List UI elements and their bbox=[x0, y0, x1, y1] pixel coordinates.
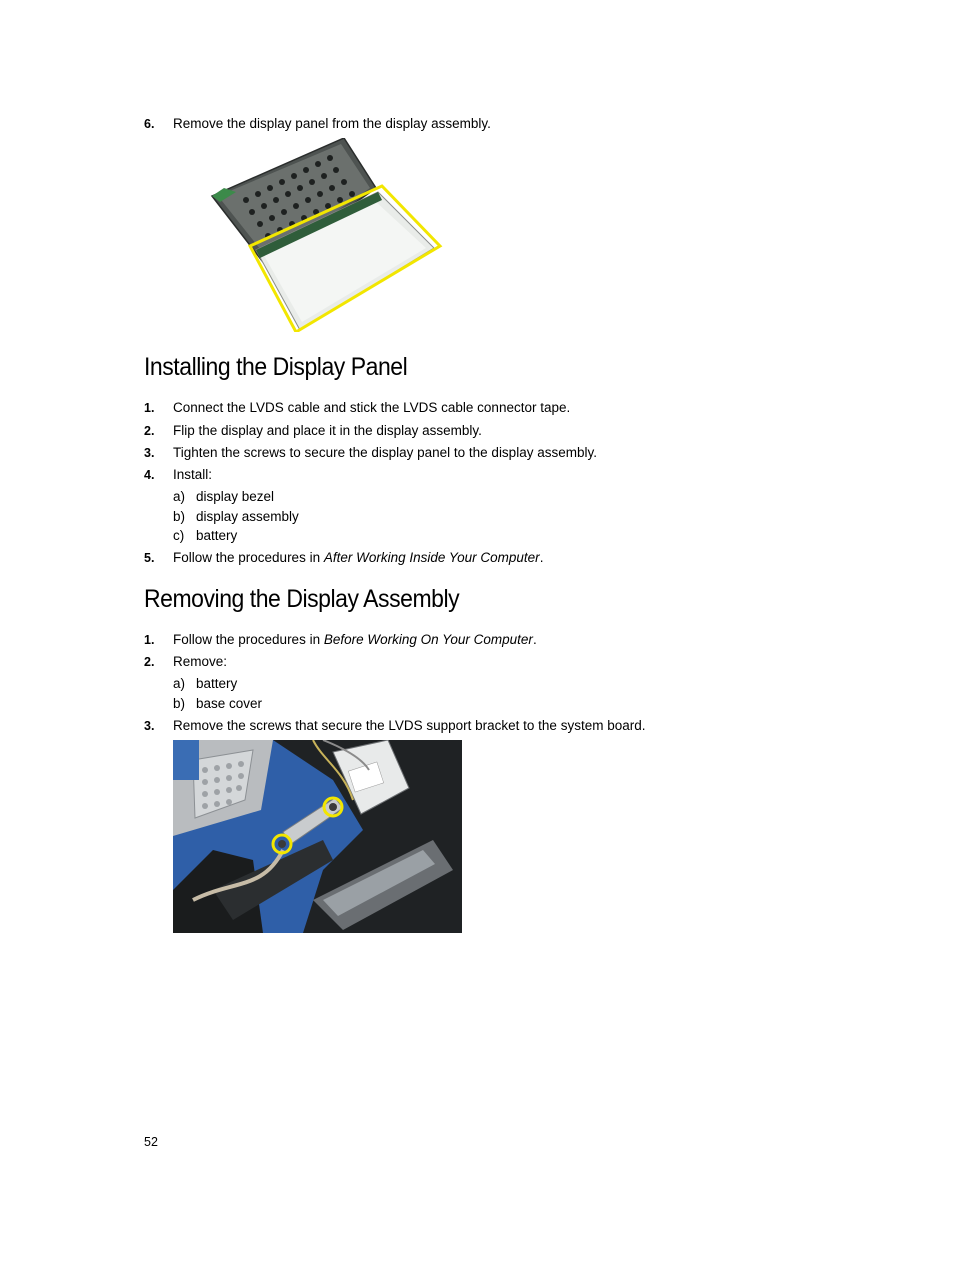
step-number: 6. bbox=[144, 117, 155, 131]
step-number: 1. bbox=[144, 633, 155, 647]
step-text: Follow the procedures in Before Working On Your Computer. bbox=[173, 632, 537, 647]
item-text: battery bbox=[196, 676, 238, 691]
step-text: Remove the screws that secure the LVDS support bracket to the system board. bbox=[173, 718, 646, 733]
step-text: Install: bbox=[173, 467, 213, 482]
step-text: Tighten the screws to secure the display panel to the display assembly. bbox=[173, 445, 597, 460]
step-number: 2. bbox=[144, 424, 155, 438]
step-number: 5. bbox=[144, 551, 155, 565]
item-text: battery bbox=[196, 528, 238, 543]
step-text: Remove: bbox=[173, 654, 228, 669]
item-text: display assembly bbox=[196, 509, 299, 524]
step-text: Remove the display panel from the display assembly. bbox=[173, 116, 491, 131]
item-letter: a) bbox=[173, 676, 186, 691]
item-text: base cover bbox=[196, 696, 263, 711]
lvds-bracket-figure bbox=[173, 740, 462, 933]
item-letter: c) bbox=[173, 528, 185, 543]
step-number: 3. bbox=[144, 719, 155, 733]
cross-reference: After Working Inside Your Computer bbox=[323, 550, 540, 565]
page-number: 52 bbox=[144, 1135, 158, 1149]
installing-title: Installing the Display Panel bbox=[144, 353, 408, 381]
step-number: 1. bbox=[144, 401, 155, 415]
step-text: Follow the procedures in After Working Inside Your Computer. bbox=[173, 550, 544, 565]
item-letter: b) bbox=[173, 696, 186, 711]
step-number: 3. bbox=[144, 446, 155, 460]
item-letter: a) bbox=[173, 489, 186, 504]
step-text: Flip the display and place it in the display assembly. bbox=[173, 423, 482, 438]
step-number: 2. bbox=[144, 655, 155, 669]
item-text: display bezel bbox=[196, 489, 275, 504]
item-letter: b) bbox=[173, 509, 186, 524]
step-text: Connect the LVDS cable and stick the LVDS cable connector tape. bbox=[173, 400, 571, 415]
cross-reference: Before Working On Your Computer bbox=[323, 632, 533, 647]
display-panel-figure bbox=[176, 138, 466, 332]
removing-title: Removing the Display Assembly bbox=[144, 585, 460, 613]
step-number: 4. bbox=[144, 468, 155, 482]
